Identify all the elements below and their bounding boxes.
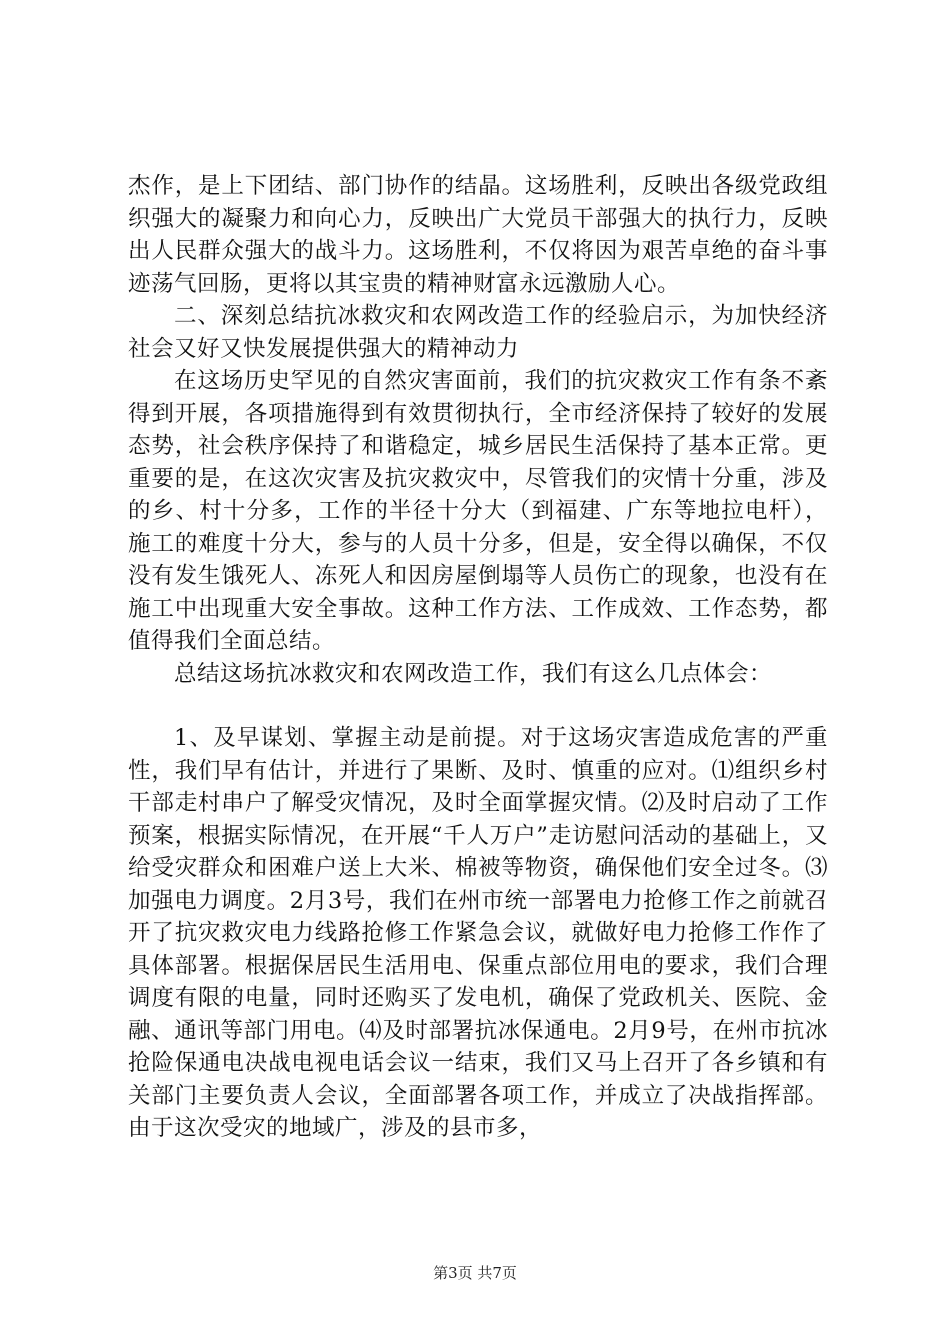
section-heading: 二、深刻总结抗冰救灾和农网改造工作的经验启示，为加快经济社会又好又快发展提供强大的精神动力 xyxy=(128,303,828,362)
paragraph: 总结这场抗冰救灾和农网改造工作，我们有这么几点体会： xyxy=(174,660,773,687)
paragraph: 在这场历史罕见的自然灾害面前，我们的抗灾救灾工作有条不紊得到开展，各项措施得到有效贯彻执行，全市经济保持了较好的发展态势，社会秩序保持了和谐稳定，城乡居民生活保持了基本正常。更重要的是，在这次灾害及抗灾救灾中，尽管我们的灾情十分重，涉及的乡、村十分多，工作的半径十分大（到福建、广东等地拉电杆），施工的难度十分大，参与的人员十分多，但是，安全得以确保，不仅没有发生饿死人、冻死人和因房屋倒塌等人员伤亡的现象，也没有在施工中出现重大安全事故。这种工作方法、工作成效、工作态势，都值得我们全面总结。 xyxy=(128,368,828,654)
paragraph-continuation: 杰作，是上下团结、部门协作的结晶。这场胜利，反映出各级党政组织强大的凝聚力和向心力，反映出广大党员干部强大的执行力，反映出人民群众强大的战斗力。这场胜利，不仅将因为艰苦卓绝的奋斗事迹荡气回肠，更将以其宝贵的精神财富永远激励人心。 xyxy=(128,173,828,297)
document-body xyxy=(128,170,828,1145)
page-number: 第3页 共7页 xyxy=(433,1264,517,1282)
paragraph: 1、及早谋划、掌握主动是前提。对于这场灾害造成危害的严重性，我们早有估计，并进行了果断、及时、慎重的应对。⑴组织乡村干部走村串户了解受灾情况，及时全面掌握灾情。⑵及时启动了工作预案，根据实际情况，在开展“千人万户”走访慰问活动的基础上，又给受灾群众和困难户送上大米、棉被等物资，确保他们安全过冬。⑶加强电力调度。2月3号，我们在州市统一部署电力抢修工作之前就召开了抗灾救灾电力线路抢修工作紧急会议，就做好电力抢修工作作了具体部署。根据保居民生活用电、保重点部位用电的要求，我们合理调度有限的电量，同时还购买了发电机，确保了党政机关、医院、金融、通讯等部门用电。⑷及时部署抗冰保通电。2月9号，在州市抗冰抢险保通电决战电视电话会议一结束，我们又马上召开了各乡镇和有关部门主要负责人会议，全面部署各项工作，并成立了决战指挥部。由于这次受灾的地域广，涉及的县市多， xyxy=(128,725,828,1141)
paragraph-spacer xyxy=(128,690,828,722)
